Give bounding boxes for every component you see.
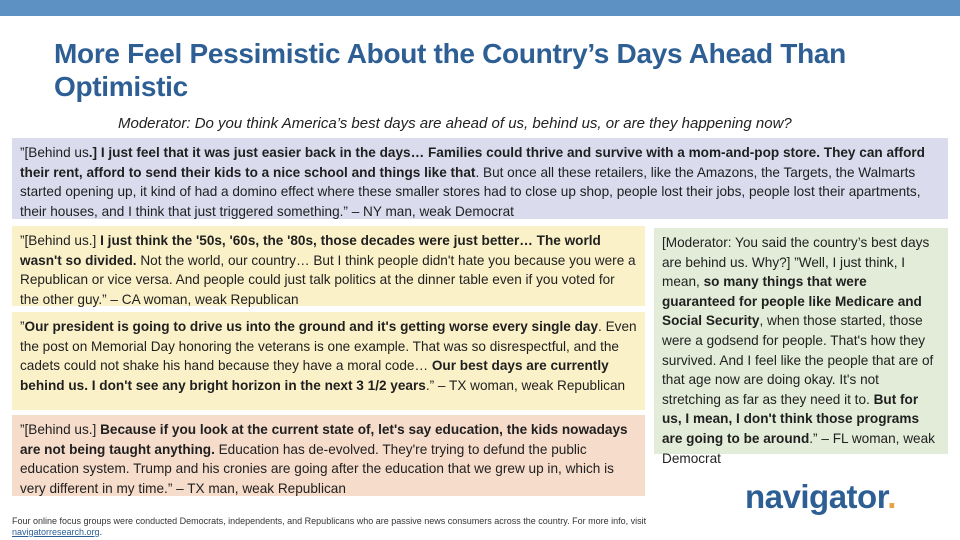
quote-emphasis: But for us, I mean, I don't think those programs are going to be around: [662, 391, 920, 446]
footnote: [12, 516, 652, 538]
quote-box-ny-man: [12, 138, 948, 219]
quote-text: Not the world, our country… But I think people didn't hate you because you were a Republican or vice versa. And people could just talk politics at the dinner table even if you voted for the other guy.” – CA woman, weak Republican: [20, 252, 636, 307]
quote-emphasis: so many things that were guaranteed for people like Medicare and Social Security: [662, 274, 922, 329]
navigator-logo: [745, 478, 896, 516]
slide-title: More Feel Pessimistic About the Country’s Days Ahead Than Optimistic: [54, 38, 846, 102]
quote-emphasis: Our president is going to drive us into the ground and it's getting worse every single day: [24, 319, 599, 334]
quote-box-tx-woman: [12, 312, 645, 410]
quote-text: Education has de-evolved. They're trying to defund the public education system. Trump and his cronies are going after the education that we grew up in, which is very different in my time.” – TX man, weak Republican: [20, 441, 614, 496]
quote-text: , when those started, those were a godsend for people. That's how they survived. And I feel like the people that are of that age now are doing okay. It's not stretching as far as they need it to.: [662, 313, 934, 407]
quote-text: . Even the post on Memorial Day honoring the veterans is one example. That was so disrespectful, and the cadets could not shake his hand because they have a moral code…: [20, 319, 637, 374]
quote-emphasis: I just think the '50s, '60s, the '80s, those decades were just better… The world wasn't so divided.: [20, 233, 601, 268]
quote-box-ca-woman: [12, 226, 645, 306]
logo-text: navigator: [745, 478, 888, 515]
footnote-link[interactable]: navigatorresearch.org: [12, 527, 100, 537]
quote-text: ”[Behind us.]: [20, 233, 101, 248]
quote-text: . But once all these retailers, like the Amazons, the Targets, the Walmarts started opening up, it kind of had a domino effect where these smaller stores had to close up shop, people lost their jobs, people lost their apartments, their houses, and I think that just triggered something.” – NY man, weak Democrat: [20, 164, 921, 219]
footnote-end: .: [99, 527, 103, 537]
quote-emphasis: Because if you look at the current state of, let's say education, the kids nowadays are not being taught anything.: [20, 422, 628, 457]
quote-text: .” – FL woman, weak Democrat: [662, 430, 935, 466]
quote-box-fl-woman: [654, 228, 948, 466]
quote-text: [Moderator: You said the country’s best days are behind us. Why?] ”Well, I just think, I mean,: [662, 235, 930, 290]
moderator-question: Moderator: Do you think America’s best days are ahead of us, behind us, or are they happening now?: [118, 115, 792, 132]
quote-text: ”[Behind us.]: [20, 422, 101, 437]
logo-dot: .: [887, 478, 896, 515]
quote-text: ”: [20, 319, 25, 334]
quote-text: .” – TX woman, weak Republican: [425, 377, 626, 393]
quote-emphasis: .] I just feel that it was just easier back in the days… Families could thrive and survive with a mom-and-pop store. They can afford their rent, afford to send their kids to a nice school and things like that: [20, 145, 925, 180]
quote-box-tx-man: [12, 415, 645, 496]
quote-emphasis: Our best days are currently behind us. I don't see any bright horizon in the next 3 1/2 years: [20, 358, 609, 393]
quote-text: ”[Behind us: [20, 145, 89, 160]
top-accent-bar: [0, 0, 960, 16]
footnote-text: Four online focus groups were conducted Democrats, independents, and Republicans who are passive news consumers across the country. For more info, visit: [12, 516, 647, 526]
